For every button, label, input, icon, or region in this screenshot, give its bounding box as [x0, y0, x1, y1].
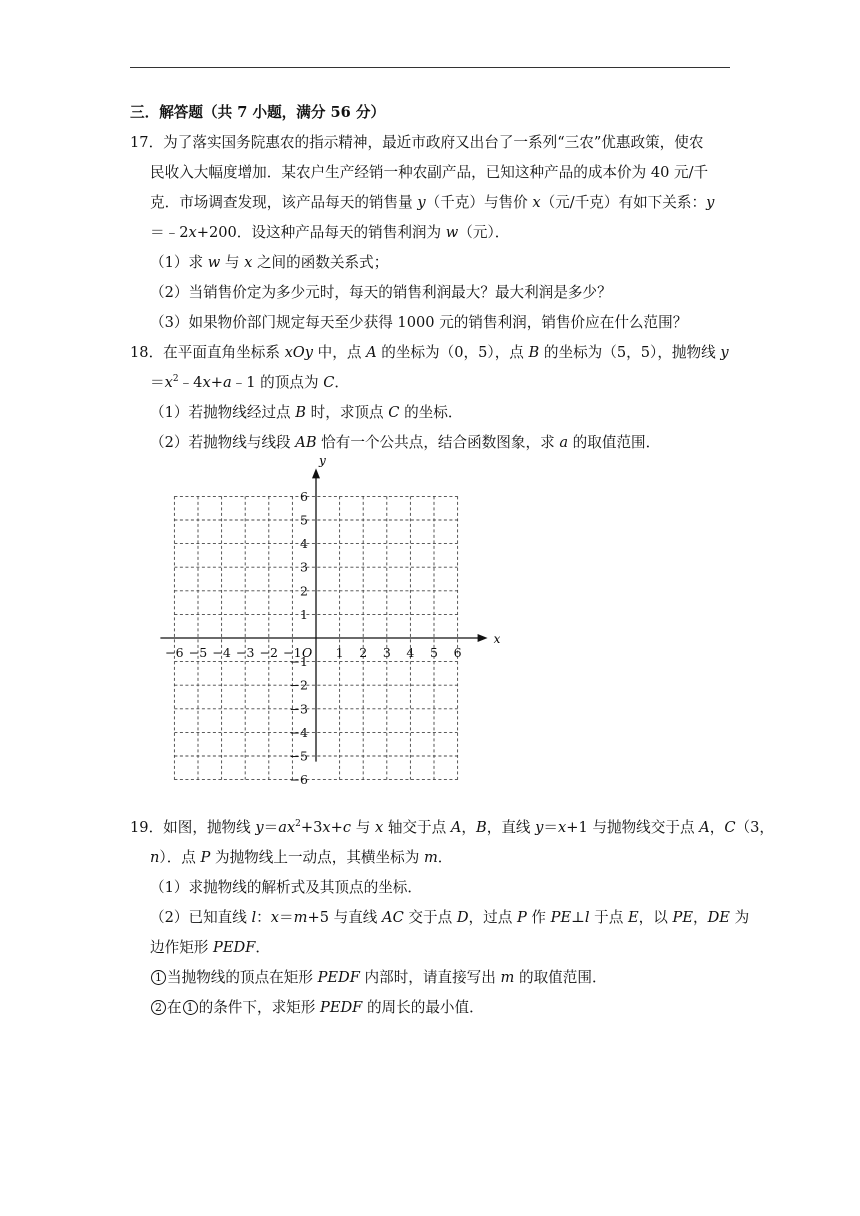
y-tick-label: −6	[289, 772, 308, 788]
x-axis-label: x	[493, 632, 500, 646]
x-tick-label: 3	[382, 645, 391, 660]
y-tick-label: 1	[300, 606, 308, 622]
y-tick-label: −3	[289, 701, 308, 717]
y-tick-label: 2	[300, 583, 308, 599]
y-tick-label: −1	[289, 654, 308, 670]
q17-part-2: （2）当销售价定为多少元时，每天的销售利润最大？最大利润是多少？	[150, 284, 612, 301]
circled-number: 1	[183, 1000, 198, 1015]
y-axis-label: y	[319, 453, 326, 468]
axes	[160, 468, 487, 761]
origin-label: O	[302, 645, 313, 660]
x-tick-label: −5	[188, 645, 208, 660]
x-tick-label: −4	[212, 645, 231, 660]
y-tick-label: −5	[289, 748, 308, 764]
x-tick-label: 1	[335, 645, 344, 660]
x-tick-label: 4	[406, 645, 415, 660]
y-tick-label: 4	[300, 536, 308, 552]
x-tick-label: −2	[259, 645, 279, 660]
x-tick-label: 2	[359, 645, 368, 660]
section-title: 三．解答题（共 7 小题，满分 56 分）	[130, 104, 386, 121]
q19-line-1: 19．如图，抛物线 $y=ax^2+3x+c$ 与 x 轴交于点 A，B，直线 y＝x+1 与抛物线交于点 A，C（3，	[130, 819, 775, 836]
q19-part-2-cont: 边作矩形 PEDF．	[150, 939, 270, 956]
q19-subpart-1: 1 当抛物线的顶点在矩形 PEDF 内部时，请直接写出 m 的取值范围．	[150, 968, 607, 988]
y-axis-arrow-icon	[312, 468, 320, 478]
y-tick-label: −4	[289, 724, 308, 740]
q17-part-3: （3）如果物价部门规定每天至少获得 1000 元的销售利润，销售价应在什么范围？	[150, 314, 688, 331]
coordinate-grid	[140, 452, 500, 812]
y-tick-label: −2	[289, 677, 308, 693]
q19-part-1: （1）求抛物线的解析式及其顶点的坐标．	[150, 879, 422, 896]
q19-subpart-2: 2 在 1 的条件下，求矩形 PEDF 的周长的最小值．	[150, 998, 484, 1018]
x-tick-label: −6	[165, 645, 184, 660]
header-rule	[130, 67, 730, 68]
q18-line-1: 18．在平面直角坐标系 xOy 中，点 A 的坐标为（0，5），点 B 的坐标为（5，5），抛物线 y	[130, 344, 729, 361]
y-tick-label: 5	[300, 512, 308, 528]
q17-line-2: 民收入大幅度增加．某农户生产经销一种农副产品，已知这种产品的成本价为 40 元/千	[150, 164, 709, 181]
x-tick-label: −1	[283, 645, 302, 660]
q18-part-1: （1）若抛物线经过点 B 时，求顶点 C 的坐标．	[150, 404, 463, 421]
x-tick-label: 6	[453, 645, 462, 660]
q17-line-3: 克．市场调查发现，该产品每天的销售量 y（千克）与售价 x（元/千克）有如下关系：y	[150, 194, 715, 211]
y-tick-label: 6	[300, 488, 308, 504]
q19-part-2: （2）已知直线 l：x＝m+5 与直线 AC 交于点 D，过点 P 作 PE⊥l 于点 E，以 PE，DE 为	[150, 909, 750, 926]
x-tick-label: 5	[430, 645, 438, 660]
x-axis-arrow-icon	[478, 634, 488, 642]
q17-line-4: ＝﹣2x+200．设这种产品每天的销售利润为 w（元）．	[150, 224, 510, 241]
q17-line-1: 17．为了落实国务院惠农的指示精神，最近市政府又出台了一系列“三农”优惠政策，使农	[130, 134, 704, 151]
q19-line-2: n）．点 P 为抛物线上一动点，其横坐标为 m．	[150, 849, 453, 866]
q18-part-2: （2）若抛物线与线段 AB 恰有一个公共点，结合函数图象，求 a 的取值范围．	[150, 434, 661, 451]
q17-part-1: （1）求 w 与 x 之间的函数关系式；	[150, 254, 389, 271]
x-tick-label: −3	[235, 645, 255, 660]
circled-number: 2	[151, 1000, 166, 1015]
circled-number: 1	[151, 970, 166, 985]
y-tick-label: 3	[300, 559, 308, 575]
q18-line-2: $=x^2﹣4x+a﹣1$ 的顶点为 C．	[150, 374, 349, 391]
